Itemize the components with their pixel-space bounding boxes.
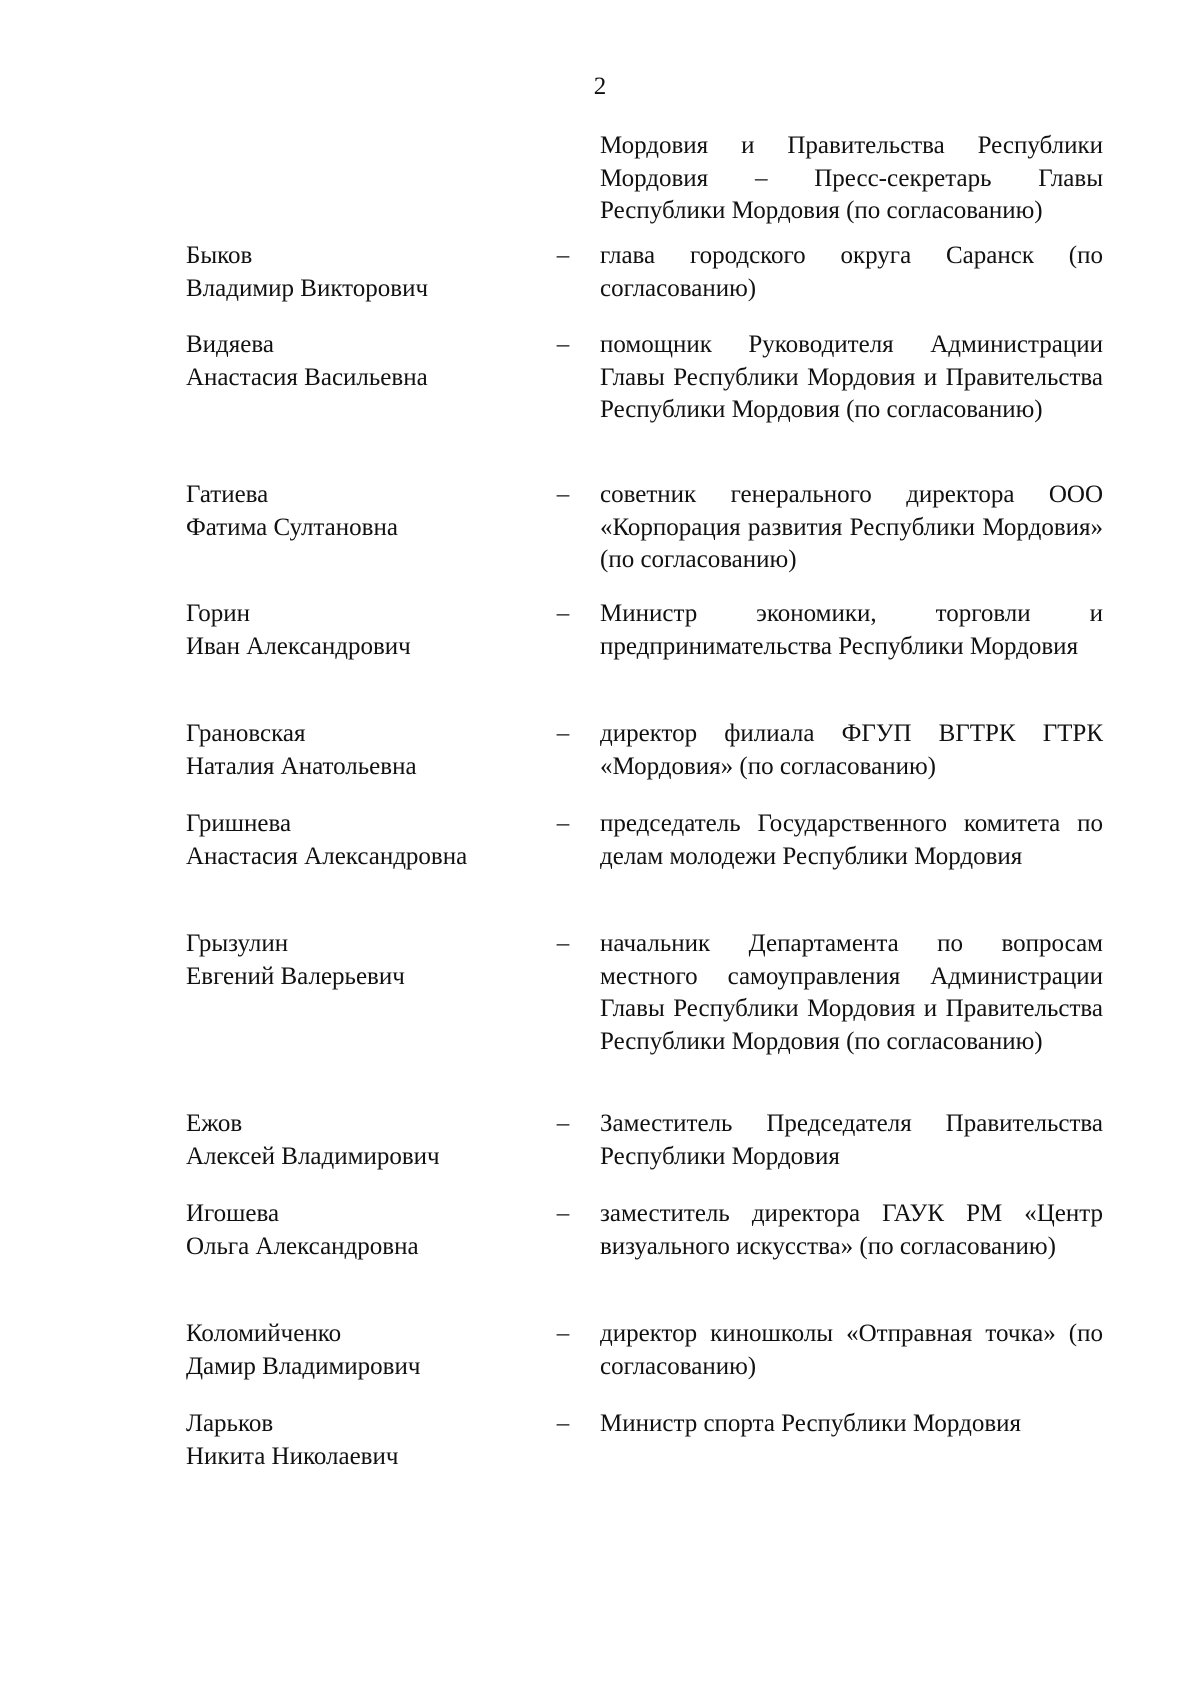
- continued-position-text: Мордовия и Правительства Республики Мордовия – Пресс-секретарь Главы Республики Мордовия (по согласованию): [600, 132, 1103, 224]
- dash-separator: –: [556, 810, 570, 837]
- member-given-names: Анастасия Александровна: [186, 842, 468, 870]
- member-surname: Ларьков: [186, 1410, 274, 1437]
- dash-separator: –: [556, 242, 570, 269]
- dash-separator: –: [556, 600, 570, 627]
- member-name: [186, 808, 546, 873]
- member-name: [186, 1198, 546, 1263]
- dash-separator: –: [556, 1200, 570, 1227]
- member-position: помощник Руководителя Администрации Главы Республики Мордовия и Правительства Республики Мордовия (по согласованию): [600, 331, 1103, 423]
- member-surname: Горин: [186, 600, 251, 627]
- member-given-names: Ольга Александровна: [186, 1232, 419, 1260]
- member-position: директор киношколы «Отправная точка» (по согласованию): [600, 1320, 1103, 1380]
- dash-separator: –: [556, 1410, 570, 1437]
- dash-separator: –: [556, 930, 570, 957]
- member-position: глава городского округа Саранск (по согласованию): [600, 242, 1103, 302]
- member-position: заместитель директора ГАУК РМ «Центр визуального искусства» (по согласованию): [600, 1200, 1103, 1260]
- member-name: [186, 1108, 546, 1173]
- member-given-names: Наталия Анатольевна: [186, 752, 417, 780]
- dash-separator: –: [556, 1320, 570, 1347]
- member-surname: Гришнева: [186, 810, 292, 837]
- member-position: Министр спорта Республики Мордовия: [600, 1410, 1022, 1437]
- member-given-names: Алексей Владимирович: [186, 1142, 440, 1170]
- member-position: Министр экономики, торговли и предпринимательства Республики Мордовия: [600, 600, 1103, 660]
- member-name: [186, 1408, 546, 1473]
- member-name: [186, 240, 546, 305]
- member-given-names: Иван Александрович: [186, 632, 411, 660]
- member-position: председатель Государственного комитета по делам молодежи Республики Мордовия: [600, 810, 1103, 870]
- member-surname: Коломийченко: [186, 1320, 342, 1347]
- member-position: начальник Департамента по вопросам местного самоуправления Администрации Главы Республики Мордовия и Правительства Республики Мордовия (по согласованию): [600, 930, 1103, 1055]
- dash-separator: –: [556, 331, 570, 358]
- member-name: [186, 329, 546, 394]
- member-position: Заместитель Председателя Правительства Республики Мордовия: [600, 1110, 1103, 1170]
- member-given-names: Фатима Султановна: [186, 513, 398, 541]
- member-surname: Грановская: [186, 720, 306, 747]
- member-position: директор филиала ФГУП ВГТРК ГТРК «Мордовия» (по согласованию): [600, 720, 1103, 780]
- member-name: [186, 479, 546, 544]
- member-given-names: Владимир Викторович: [186, 274, 429, 302]
- member-name: [186, 598, 546, 663]
- member-surname: Видяева: [186, 331, 274, 358]
- member-surname: Быков: [186, 242, 253, 269]
- member-surname: Грызулин: [186, 930, 289, 957]
- member-name: [186, 718, 546, 783]
- member-name: [186, 928, 546, 993]
- page-number: 2: [593, 73, 607, 100]
- member-surname: Гатиева: [186, 481, 269, 508]
- member-given-names: Анастасия Васильевна: [186, 363, 428, 391]
- member-given-names: Евгений Валерьевич: [186, 962, 405, 990]
- member-given-names: Никита Николаевич: [186, 1442, 399, 1470]
- member-surname: Ежов: [186, 1110, 243, 1137]
- dash-separator: –: [556, 481, 570, 508]
- member-surname: Игошева: [186, 1200, 280, 1227]
- member-given-names: Дамир Владимирович: [186, 1352, 421, 1380]
- dash-separator: –: [556, 1110, 570, 1137]
- member-name: [186, 1318, 546, 1383]
- dash-separator: –: [556, 720, 570, 747]
- member-position: советник генерального директора ООО «Корпорация развития Республики Мордовия» (по согласованию): [600, 481, 1103, 573]
